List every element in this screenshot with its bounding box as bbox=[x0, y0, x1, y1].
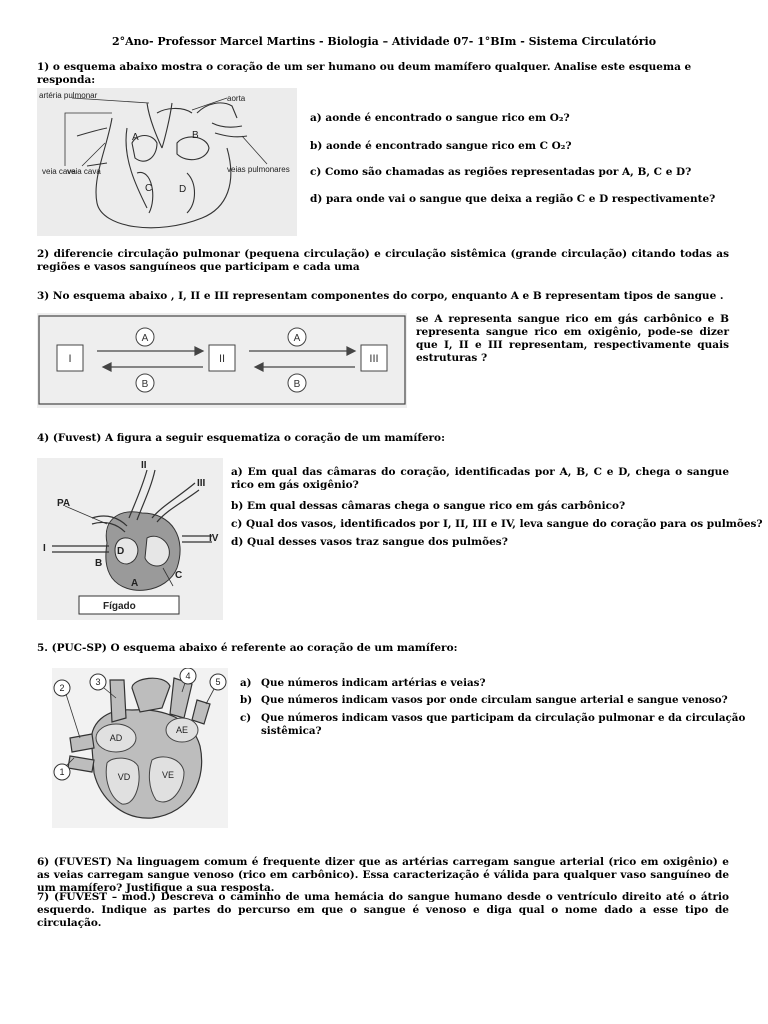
q5-b-marker: b) bbox=[240, 694, 253, 706]
q1-c: c) Como são chamadas as regiões representadas por A, B, C e D? bbox=[310, 166, 692, 178]
label-veias-pulmonares: veias pulmonares bbox=[227, 165, 290, 174]
label-VE: VE bbox=[161, 770, 175, 780]
q6-text: 6) (FUVEST) Na linguagem comum é frequente dizer que as artérias carregam sangue arterial (rico em oxigênio) e as veias carregam sangue venoso (rico em carbônico). Essa caracterização é válida para qualquer vaso sanguíneo de um mamífero? Justifique a sua resposta. bbox=[37, 856, 729, 894]
q4-intro: 4) (Fuvest) A figura a seguir esquematiza o coração de um mamífero: bbox=[37, 432, 445, 444]
q4-heart-diagram bbox=[37, 458, 223, 620]
box-III: III bbox=[369, 353, 379, 365]
q5-intro: 5. (PUC-SP) O esquema abaixo é referente ao coração de um mamífero: bbox=[37, 642, 458, 654]
circle-3: 3 bbox=[95, 677, 101, 687]
circle-A-2: A bbox=[293, 333, 301, 344]
circle-B-2: B bbox=[293, 379, 301, 390]
q1-d: d) para onde vai o sangue que deixa a região C e D respectivamente? bbox=[310, 193, 716, 205]
q5-c: Que números indicam vasos que participam da circulação pulmonar e da circulação sistêmica? bbox=[261, 712, 746, 737]
q5-a: Que números indicam artérias e veias? bbox=[261, 677, 486, 689]
label-AD: AD bbox=[109, 733, 123, 743]
q1-intro: 1) o esquema abaixo mostra o coração de um ser humano ou deum mamífero qualquer. Analise este esquema e responda: bbox=[37, 61, 692, 86]
label-I: I bbox=[43, 543, 46, 554]
label-III: III bbox=[197, 478, 206, 489]
q2-text: 2) diferencie circulação pulmonar (pequena circulação) e circulação sistêmica (grande circulação) citando todas as regiões e vasos sanguíneos que participam e cada uma bbox=[37, 248, 729, 273]
label-A: A bbox=[132, 132, 139, 143]
q4-a: a) Em qual das câmaras do coração, identificadas por A, B, C e D, chega o sangue rico em gás oxigênio? bbox=[231, 466, 729, 491]
q7-text: 7) (FUVEST – mod.) Descreva o caminho de uma hemácia do sangue humano desde o ventrículo direito até o átrio esquerdo. Indique as partes do percurso em que o sangue é venoso e diga qual o nome dado a esse tipo de circulação. bbox=[37, 891, 729, 929]
q3-side-text: se A representa sangue rico em gás carbônico e B representa sangue rico em oxigênio, pode-se dizer que I, II e III representam, respectivamente quais estruturas ? bbox=[416, 313, 729, 364]
label-A: A bbox=[131, 578, 139, 589]
q5-a-marker: a) bbox=[240, 677, 252, 689]
label-C: C bbox=[175, 570, 183, 581]
q3-intro: 3) No esquema abaixo , I, II e III representam componentes do corpo, enquanto A e B representam tipos de sangue . bbox=[37, 290, 724, 302]
q4-b: b) Em qual dessas câmaras chega o sangue rico em gás carbônico? bbox=[231, 500, 626, 512]
q4-c: c) Qual dos vasos, identificados por I, II, III e IV, leva sangue do coração para os pulmões? bbox=[231, 518, 763, 530]
label-IV: IV bbox=[209, 533, 219, 544]
label-veia-cava-left: veia cava bbox=[42, 167, 76, 176]
circle-4: 4 bbox=[185, 671, 191, 681]
label-arteria-pulmonar: artéria pulmonar bbox=[39, 91, 98, 100]
box-I: I bbox=[68, 353, 72, 365]
box-II: II bbox=[218, 353, 226, 365]
label-II: II bbox=[141, 460, 147, 471]
label-B: B bbox=[192, 130, 199, 141]
circle-A-1: A bbox=[141, 333, 149, 344]
label-aorta: aorta bbox=[227, 94, 246, 103]
label-D: D bbox=[117, 546, 125, 557]
q1-heart-diagram bbox=[37, 88, 297, 236]
circle-B-1: B bbox=[141, 379, 149, 390]
label-PA: PA bbox=[57, 498, 71, 509]
label-figado: Fígado bbox=[103, 601, 136, 612]
q4-d: d) Qual desses vasos traz sangue dos pulmões? bbox=[231, 536, 508, 548]
circle-2: 2 bbox=[59, 683, 65, 693]
q5-b: Que números indicam vasos por onde circulam sangue arterial e sangue venoso? bbox=[261, 694, 728, 706]
circle-5: 5 bbox=[215, 677, 221, 687]
label-veia-cava-bottom: veia cava bbox=[67, 167, 101, 176]
circle-1: 1 bbox=[59, 767, 65, 777]
q5-c-marker: c) bbox=[240, 712, 252, 724]
page-title: 2°Ano- Professor Marcel Martins - Biologia – Atividade 07- 1°BIm - Sistema Circulatório bbox=[111, 35, 657, 48]
q1-a: a) aonde é encontrado o sangue rico em O₂? bbox=[310, 112, 570, 124]
label-D: D bbox=[179, 184, 187, 195]
q5-heart-diagram bbox=[52, 668, 228, 828]
q1-b: b) aonde é encontrado sangue rico em C O₂? bbox=[310, 140, 572, 152]
label-AE: AE bbox=[175, 725, 189, 735]
label-B: B bbox=[95, 558, 103, 569]
q3-flow-diagram bbox=[37, 313, 407, 408]
label-VD: VD bbox=[117, 772, 131, 782]
label-C: C bbox=[145, 183, 153, 194]
